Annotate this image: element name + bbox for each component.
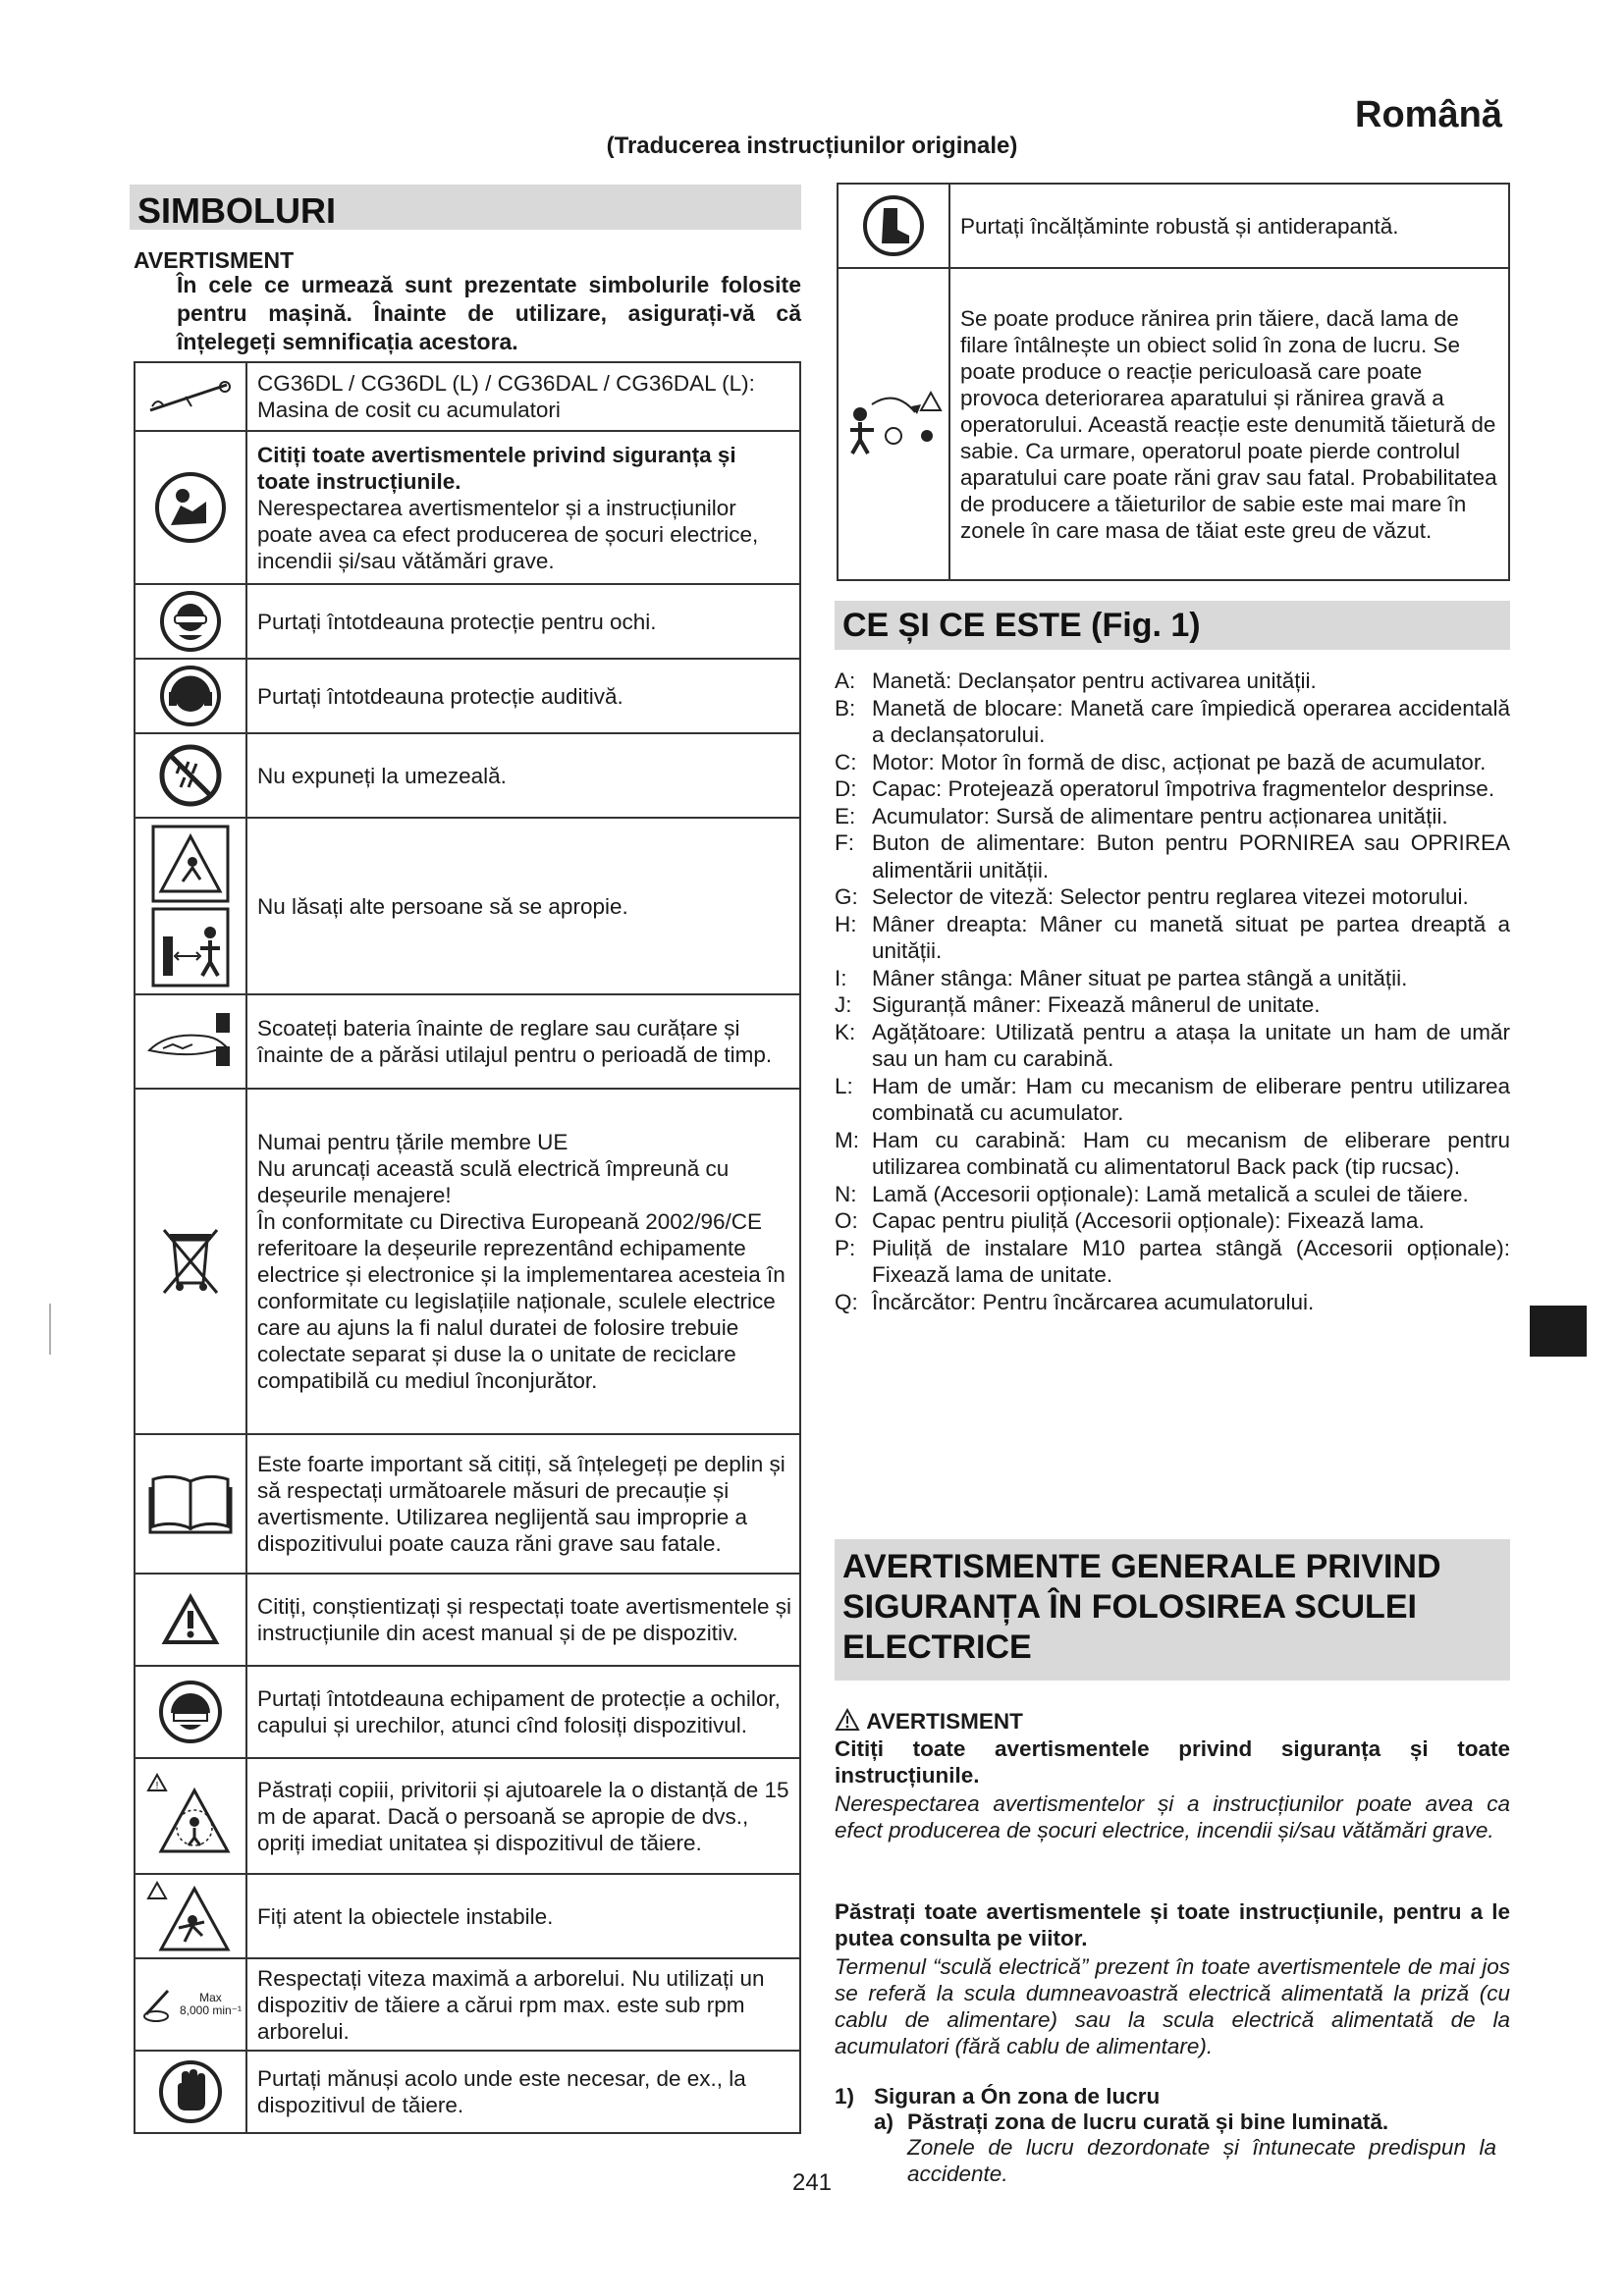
symbol-row: [135, 1089, 800, 1434]
parts-list-item: [835, 695, 1510, 749]
symbol-row: [135, 1758, 800, 1874]
symbols-table-continued: [837, 183, 1510, 581]
parts-list-item: [835, 1019, 1510, 1073]
parts-list-key: P:: [835, 1235, 856, 1260]
gloves-icon: [135, 2051, 246, 2133]
parts-list-text: Manetă: Declanșator pentru activarea unității.: [872, 668, 1317, 693]
margin-mark: [49, 1304, 51, 1355]
item-a-bold: Păstrați zona de lucru curată și bine luminată.: [907, 2109, 1389, 2134]
symbol-row: [838, 184, 1509, 268]
parts-list-text: Selector de viteză: Selector pentru reglarea vitezei motorului.: [872, 884, 1469, 909]
parts-list-text: Încărcător: Pentru încărcarea acumulatorului.: [872, 1289, 1315, 1314]
parts-list-text: Motor: Motor în formă de disc, acționat pe bază de acumulator.: [872, 749, 1487, 774]
symbol-body-text: Nerespectarea avertismentelor și a instrucțiunilor poate avea ca efect producerea de șocuri electrice, incendii și/sau vătămări grave.: [257, 495, 759, 573]
parts-list-text: Manetă de blocare: Manetă care împiedică operarea accidentală a declanșatorului.: [872, 695, 1510, 747]
symbol-row: [135, 2051, 800, 2133]
page-number: 241: [791, 2169, 833, 2196]
parts-list-item: [835, 1127, 1510, 1181]
symbol-text: Purtați întotdeauna protecție pentru ochi.: [246, 584, 800, 659]
parts-list-text: Acumulator: Sursă de alimentare pentru acționarea unității.: [872, 803, 1448, 828]
parts-list-item: [835, 1289, 1510, 1316]
parts-list-key: N:: [835, 1181, 857, 1206]
read-manual-icon: [135, 431, 246, 584]
svg-text:!: !: [155, 1781, 159, 1791]
general-warnings-heading: AVERTISMENTE GENERALE PRIVIND SIGURANȚA ÎN FOLOSIREA SCULEI ELECTRICE: [835, 1539, 1510, 1681]
parts-list-text: Mâner stânga: Mâner situat pe partea stângă a unității.: [872, 965, 1408, 990]
symbol-text: Respectați viteza maximă a arborelui. Nu utilizați un dispozitiv de tăiere a cărui rpm max. este sub rpm arborelui.: [246, 1958, 800, 2051]
keep-warnings-detail: Termenul “sculă electrică” prezent în toate avertismentele de mai jos se referă la scula dumneavoastră electrică alimentată la priză (cu cablu de alimentare) sau la scula electrică alimentată de la acumulatori (fără cablu de alimentare).: [835, 1954, 1510, 2058]
symbol-row: [135, 1874, 800, 1958]
parts-list-key: F:: [835, 830, 854, 855]
symbol-text: Nu lăsați alte persoane să se apropie.: [246, 818, 800, 994]
unstable-objects-icon: [135, 1874, 246, 1958]
symbols-intro: În cele ce urmează sunt prezentate simbolurile folosite pentru mașină. Înainte de utilizare, asigurați-vă că înțelegeți semnificația acestora.: [177, 272, 801, 354]
parts-list-key: J:: [835, 992, 852, 1017]
open-book-icon: [135, 1434, 246, 1574]
item-letter: a): [874, 2109, 894, 2134]
max-speed-icon: [135, 1958, 246, 2051]
symbol-row: [135, 362, 800, 431]
parts-list-item: [835, 1207, 1510, 1235]
remove-battery-icon: [135, 994, 246, 1089]
symbol-text: Numai pentru țările membre UE Nu aruncați această sculă electrică împreună cu deșeurile menajere! În conformitate cu Directiva Europeană 2002/96/CE referitoare la deșeurile reprezentând echipamente electrice și electronice și la implementarea acesteia în conformitate cu legislațiile naționale, sculele electrice care au ajuns la fi nalul duratei de folosire trebuie colectate separat și duse la o unitate de reciclare compatibilă cu mediul înconjurător.: [246, 1089, 800, 1434]
parts-list-key: B:: [835, 695, 856, 721]
symbol-text: Se poate produce rănirea prin tăiere, dacă lama de filare întâlnește un obiect solid în zona de lucru. Se poate produce o reacție periculoasă care poate provoca deteriorarea aparatului și rănirea gravă a operatorului. Această reacție este denumită tăietură de sabie. Ca urmare, operatorul poate pierde controlul aparatului care poate răni grav sau fatal. Probabilitatea de producere a tăieturilor de sabie este mai mare în zonele în care masa de tăiat este greu de văzut.: [949, 268, 1509, 580]
parts-list-item: [835, 1235, 1510, 1289]
work-area-item-a-detail: Zonele de lucru dezordonate și întunecate predispun la accidente.: [907, 2135, 1496, 2186]
parts-list-item: [835, 883, 1510, 911]
symbol-text: Păstrați copiii, privitorii și ajutoarele la o distanță de 15 m de aparat. Dacă o persoană se apropie de dvs., opriți imediat unitatea și dispozitivul de tăiere.: [246, 1758, 800, 1874]
symbol-row: [135, 1574, 800, 1666]
symbol-text: Nu expuneți la umezeală.: [246, 733, 800, 818]
parts-list-text: Capac pentru piuliță (Accesorii opționale): Fixează lama.: [872, 1208, 1425, 1233]
keep-distance-icon: [135, 818, 246, 994]
ear-protection-icon: [135, 659, 246, 733]
boots-icon: [838, 184, 949, 268]
parts-list-key: H:: [835, 911, 857, 936]
parts-list-text: Agățătoare: Utilizată pentru a atașa la unitate un ham de umăr sau un ham cu carabină.: [872, 1019, 1510, 1071]
work-area-heading: [835, 2083, 1510, 2109]
parts-list-key: A:: [835, 668, 856, 693]
parts-list-key: K:: [835, 1019, 856, 1044]
parts-list-text: Siguranță mâner: Fixează mânerul de unitate.: [872, 992, 1321, 1017]
symbol-row: [135, 733, 800, 818]
parts-list-item: [835, 803, 1510, 830]
helmet-icon: [135, 1666, 246, 1758]
parts-list: [835, 667, 1510, 1315]
symbol-row: [135, 1958, 800, 2051]
distance-15m-icon: [135, 1758, 246, 1874]
warning-triangle-icon: [835, 1708, 860, 1737]
symbol-row: [838, 268, 1509, 580]
symbols-heading: SIMBOLURI: [130, 185, 801, 230]
general-warning-label-line: [835, 1708, 1510, 1737]
read-all-warnings-detail: Nerespectarea avertismentelor și a instrucțiunilor poate avea ca efect producerea de șocuri electrice, incendii și/sau vătămări grave.: [835, 1791, 1510, 1842]
max-speed-label: Max 8,000 min⁻¹: [179, 1991, 242, 2017]
symbol-text: [246, 431, 800, 584]
item-number: 1): [835, 2084, 855, 2109]
parts-list-text: Lamă (Accesorii opționale): Lamă metalică a sculei de tăiere.: [872, 1181, 1469, 1206]
symbol-text: CG36DL / CG36DL (L) / CG36DAL / CG36DAL (L): Masina de cosit cu acumulatori: [246, 362, 800, 431]
symbol-row: [135, 818, 800, 994]
parts-list-item: [835, 829, 1510, 883]
parts-list-key: M:: [835, 1127, 859, 1152]
parts-list-item: [835, 911, 1510, 965]
parts-list-key: E:: [835, 803, 856, 828]
symbol-text: Purtați mănuși acolo unde este necesar, de ex., la dispozitivul de tăiere.: [246, 2051, 800, 2133]
parts-list-item: [835, 965, 1510, 992]
symbol-row: [135, 1666, 800, 1758]
parts-list-key: L:: [835, 1073, 853, 1098]
parts-list-text: Ham cu carabină: Ham cu mecanism de eliberare pentru utilizarea combinată cu alimentatorul Back pack (tip rucsac).: [872, 1127, 1510, 1179]
parts-list-key: I:: [835, 965, 847, 990]
parts-list-item: [835, 667, 1510, 695]
parts-list-text: Mâner dreapta: Mâner cu manetă situat pe partea dreaptă a unității.: [872, 911, 1510, 963]
symbol-row: [135, 659, 800, 733]
parts-list-item: [835, 775, 1510, 803]
symbol-row: [135, 431, 800, 584]
symbols-warning-label: AVERTISMENT: [134, 247, 295, 273]
warning-triangle-icon: [135, 1574, 246, 1666]
parts-list-item: [835, 1073, 1510, 1127]
section-tab-marker: [1530, 1306, 1587, 1357]
symbol-text: Purtați întotdeauna echipament de protecție a ochilor, capului și urechilor, atunci cînd folosiți dispozitivul.: [246, 1666, 800, 1758]
no-rain-icon: [135, 733, 246, 818]
parts-list-key: G:: [835, 884, 858, 909]
parts-list-key: Q:: [835, 1289, 858, 1314]
symbol-text: Fiți atent la obiectele instabile.: [246, 1874, 800, 1958]
symbol-text: Purtați întotdeauna protecție auditivă.: [246, 659, 800, 733]
work-area-item-a: [874, 2109, 1510, 2135]
parts-list-text: Ham de umăr: Ham cu mecanism de eliberare pentru utilizarea combinată cu acumulator.: [872, 1073, 1510, 1125]
symbol-row: [135, 994, 800, 1089]
parts-list-key: C:: [835, 749, 857, 774]
read-all-warnings: Citiți toate avertismentele privind siguranța și toate instrucțiunile.: [835, 1736, 1510, 1788]
symbol-text: Scoateți bateria înainte de reglare sau curățare și înainte de a părăsi utilajul pentru o perioadă de timp.: [246, 994, 800, 1089]
item-title: Siguran a Ón zona de lucru: [874, 2084, 1161, 2109]
parts-list-text: Buton de alimentare: Buton pentru PORNIREA sau OPRIREA alimentării unității.: [872, 830, 1510, 882]
parts-list-key: D:: [835, 776, 857, 801]
parts-list-item: [835, 749, 1510, 776]
eye-protection-icon: [135, 584, 246, 659]
symbols-table: [134, 361, 801, 2134]
parts-list-key: O:: [835, 1208, 858, 1233]
parts-list-text: Piuliță de instalare M10 partea stângă (Accesorii opționale): Fixează lama de unitate.: [872, 1235, 1510, 1287]
symbol-bold-text: Citiți toate avertismentele privind siguranța și toate instrucțiunile.: [257, 442, 736, 494]
parts-list-text: Capac: Protejează operatorul împotriva fragmentelor desprinse.: [872, 776, 1495, 801]
parts-list-item: [835, 1181, 1510, 1208]
symbol-text: Purtați încălțăminte robustă și antiderapantă.: [949, 184, 1509, 268]
symbol-row: [135, 584, 800, 659]
weee-bin-icon: [135, 1089, 246, 1434]
parts-list-item: [835, 991, 1510, 1019]
symbol-text: Citiți, conștientizați și respectați toate avertismentele și instrucțiunile din acest manual și de pe dispozitiv.: [246, 1574, 800, 1666]
document-subtitle: (Traducerea instrucțiunilor originale): [606, 133, 1018, 159]
symbol-text: Este foarte important să citiți, să înțelegeți pe deplin și să respectați următoarele măsuri de precauție și avertismente. Utilizarea neglijentă sau improprie a dispozitivului poate cauza răni grave sau fatale.: [246, 1434, 800, 1574]
blade-thrust-icon: [838, 268, 949, 580]
keep-warnings: Păstrați toate avertismentele și toate instrucțiunile, pentru a le putea consulta pe viitor.: [835, 1899, 1510, 1950]
trimmer-icon: [135, 362, 246, 431]
symbol-row: [135, 1434, 800, 1574]
general-warning-label: AVERTISMENT: [866, 1709, 1023, 1734]
parts-heading: CE ȘI CE ESTE (Fig. 1): [835, 601, 1510, 650]
language-label: Română: [1355, 94, 1502, 135]
